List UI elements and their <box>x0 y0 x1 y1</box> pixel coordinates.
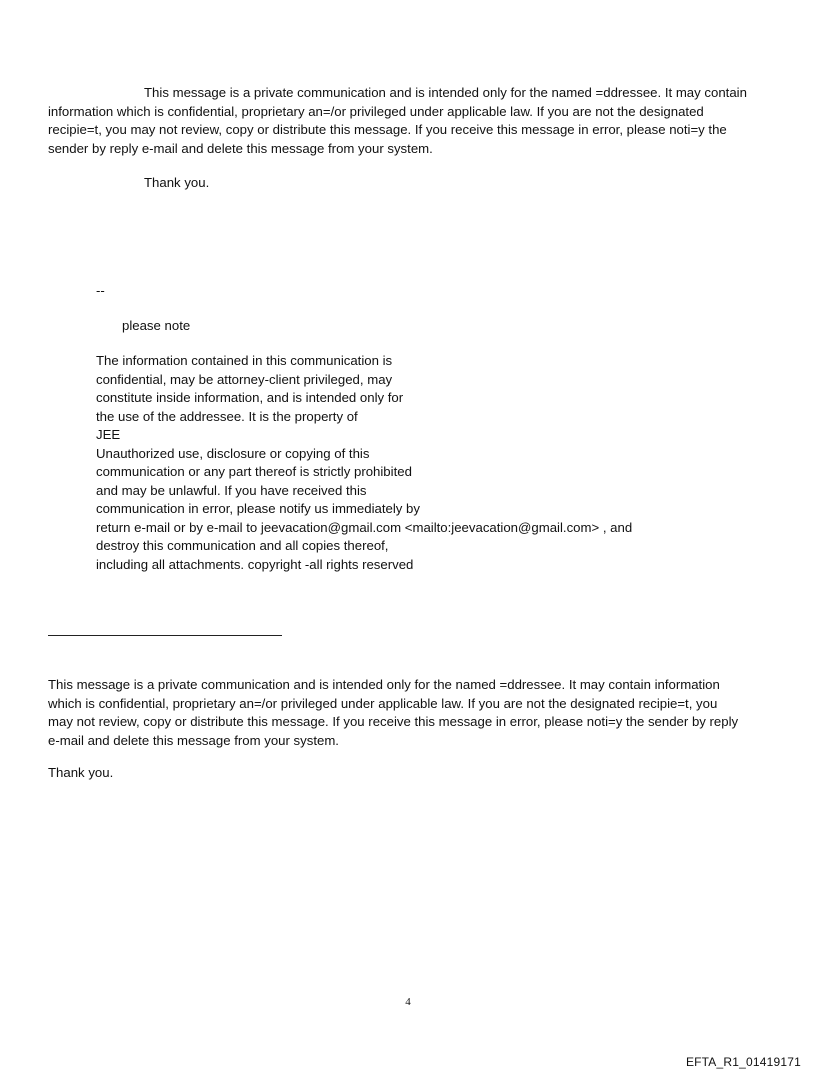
notice-line: JEE <box>96 427 121 442</box>
notice-line: constitute inside information, and is intended only for <box>96 390 404 405</box>
disclaimer-top-line: This message is a private communication and is intended only for the named =ddressee. It may contain <box>144 85 747 100</box>
bates-number: EFTA_R1_01419171 <box>685 1055 801 1069</box>
disclaimer-bottom-line: This message is a private communication and is intended only for the named =ddressee. It may contain information <box>48 677 720 692</box>
disclaimer-bottom-line: which is confidential, proprietary an=/or privileged under applicable law. If you are not the designated recipie=t, you <box>48 695 718 711</box>
disclaimer-top-line: sender by reply e-mail and delete this message from your system. <box>48 140 433 156</box>
disclaimer-bottom-line: e-mail and delete this message from your system. <box>48 732 339 748</box>
signature-separator: -- <box>96 283 105 298</box>
notice-line: communication in error, please notify us immediately by <box>96 501 420 516</box>
notice-line: destroy this communication and all copies thereof, <box>96 538 389 553</box>
please-note-heading: please note <box>122 318 191 333</box>
notice-line: Unauthorized use, disclosure or copying of this <box>96 445 370 461</box>
confidentiality-notice <box>96 352 632 574</box>
page-number: 4 <box>405 996 411 1008</box>
disclaimer-top-line: information which is confidential, proprietary an=/or privileged under applicable law. If you are not the designated <box>48 103 704 119</box>
notice-line: including all attachments. copyright -all rights reserved <box>96 556 414 572</box>
disclaimer-top <box>48 84 768 158</box>
notice-line: The information contained in this communication is <box>96 353 393 368</box>
notice-line: the use of the addressee. It is the property of <box>96 408 358 424</box>
notice-line-email: return e-mail or by e-mail to jeevacation@gmail.com <mailto:jeevacation@gmail.com> , and <box>96 519 633 535</box>
thanks-bottom: Thank you. <box>48 765 114 780</box>
horizontal-rule <box>48 635 282 636</box>
notice-line: communication or any part thereof is strictly prohibited <box>96 464 412 479</box>
disclaimer-bottom <box>48 676 738 750</box>
thanks-top: Thank you. <box>144 175 210 190</box>
disclaimer-bottom-line: may not review, copy or distribute this message. If you receive this message in error, please noti=y the sender by reply <box>48 714 739 729</box>
disclaimer-top-line: recipie=t, you may not review, copy or distribute this message. If you receive this message in error, please noti=y the <box>48 122 727 137</box>
notice-line: confidential, may be attorney-client privileged, may <box>96 371 393 387</box>
notice-line: and may be unlawful. If you have received this <box>96 482 367 498</box>
